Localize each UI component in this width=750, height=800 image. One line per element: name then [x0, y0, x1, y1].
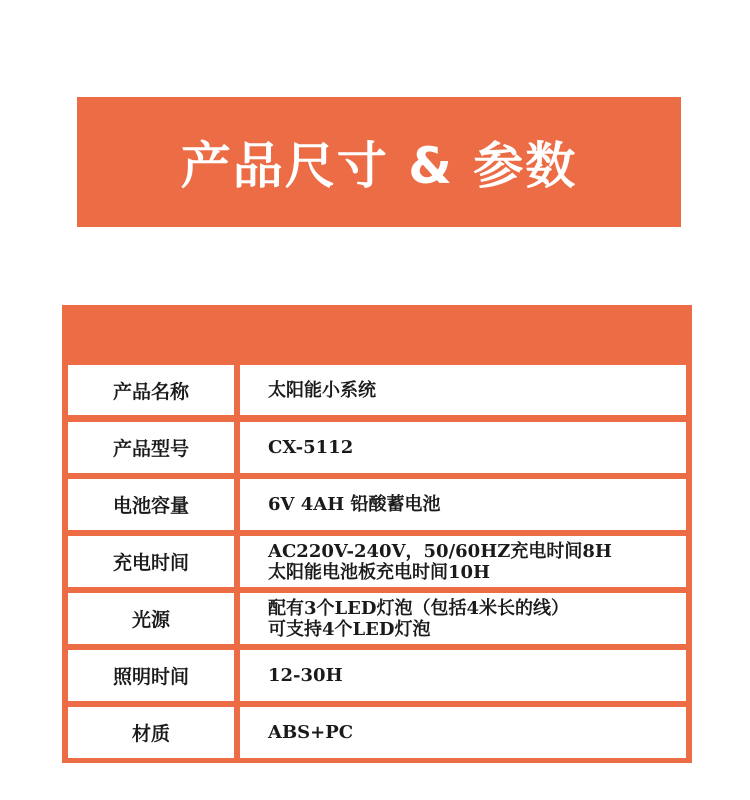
row-value: CX-5112 — [268, 437, 354, 458]
row-value: 12-30H — [268, 665, 343, 686]
row-label-cell — [68, 479, 234, 530]
table-row — [68, 479, 686, 530]
row-label: 产品名称 — [112, 380, 189, 403]
row-value-line: 太阳能电池板充电时间10H — [268, 561, 491, 583]
row-label-cell — [68, 707, 234, 758]
row-label: 光源 — [131, 609, 170, 631]
row-value: ABS+PC — [268, 722, 354, 743]
row-value: 6V 4AH 铅酸蓄电池 — [268, 494, 441, 515]
row-label: 充电时间 — [112, 552, 189, 574]
row-value-cell — [240, 365, 686, 415]
title-banner — [77, 97, 681, 227]
row-value-cell — [240, 422, 686, 473]
row-label: 产品型号 — [112, 438, 189, 460]
table-row — [68, 365, 686, 415]
row-label-cell — [68, 422, 234, 473]
row-value-line: AC220V-240V，50/60HZ充电时间8H — [268, 540, 612, 562]
table-row — [68, 707, 686, 758]
row-value: 太阳能小系统 — [268, 379, 376, 401]
row-value-cell — [240, 650, 686, 701]
row-value-cell — [240, 479, 686, 530]
row-value-cell — [240, 536, 686, 587]
table-row — [68, 593, 686, 644]
row-value-cell — [240, 707, 686, 758]
page-title: 产品尺寸 & 参数 — [180, 137, 578, 195]
row-label-cell — [68, 536, 234, 587]
row-value-line: 配有3个LED灯泡（包括4米长的线） — [268, 597, 570, 619]
row-value-cell — [240, 593, 686, 644]
row-label-cell — [68, 650, 234, 701]
spec-table — [62, 305, 692, 763]
row-label-cell — [68, 593, 234, 644]
row-label-cell — [68, 365, 234, 415]
table-row — [68, 422, 686, 473]
row-label: 材质 — [131, 723, 170, 745]
table-row — [68, 536, 686, 587]
row-label: 照明时间 — [112, 666, 189, 688]
row-label: 电池容量 — [112, 495, 189, 517]
table-row — [68, 650, 686, 701]
row-value-line: 可支持4个LED灯泡 — [268, 618, 431, 640]
